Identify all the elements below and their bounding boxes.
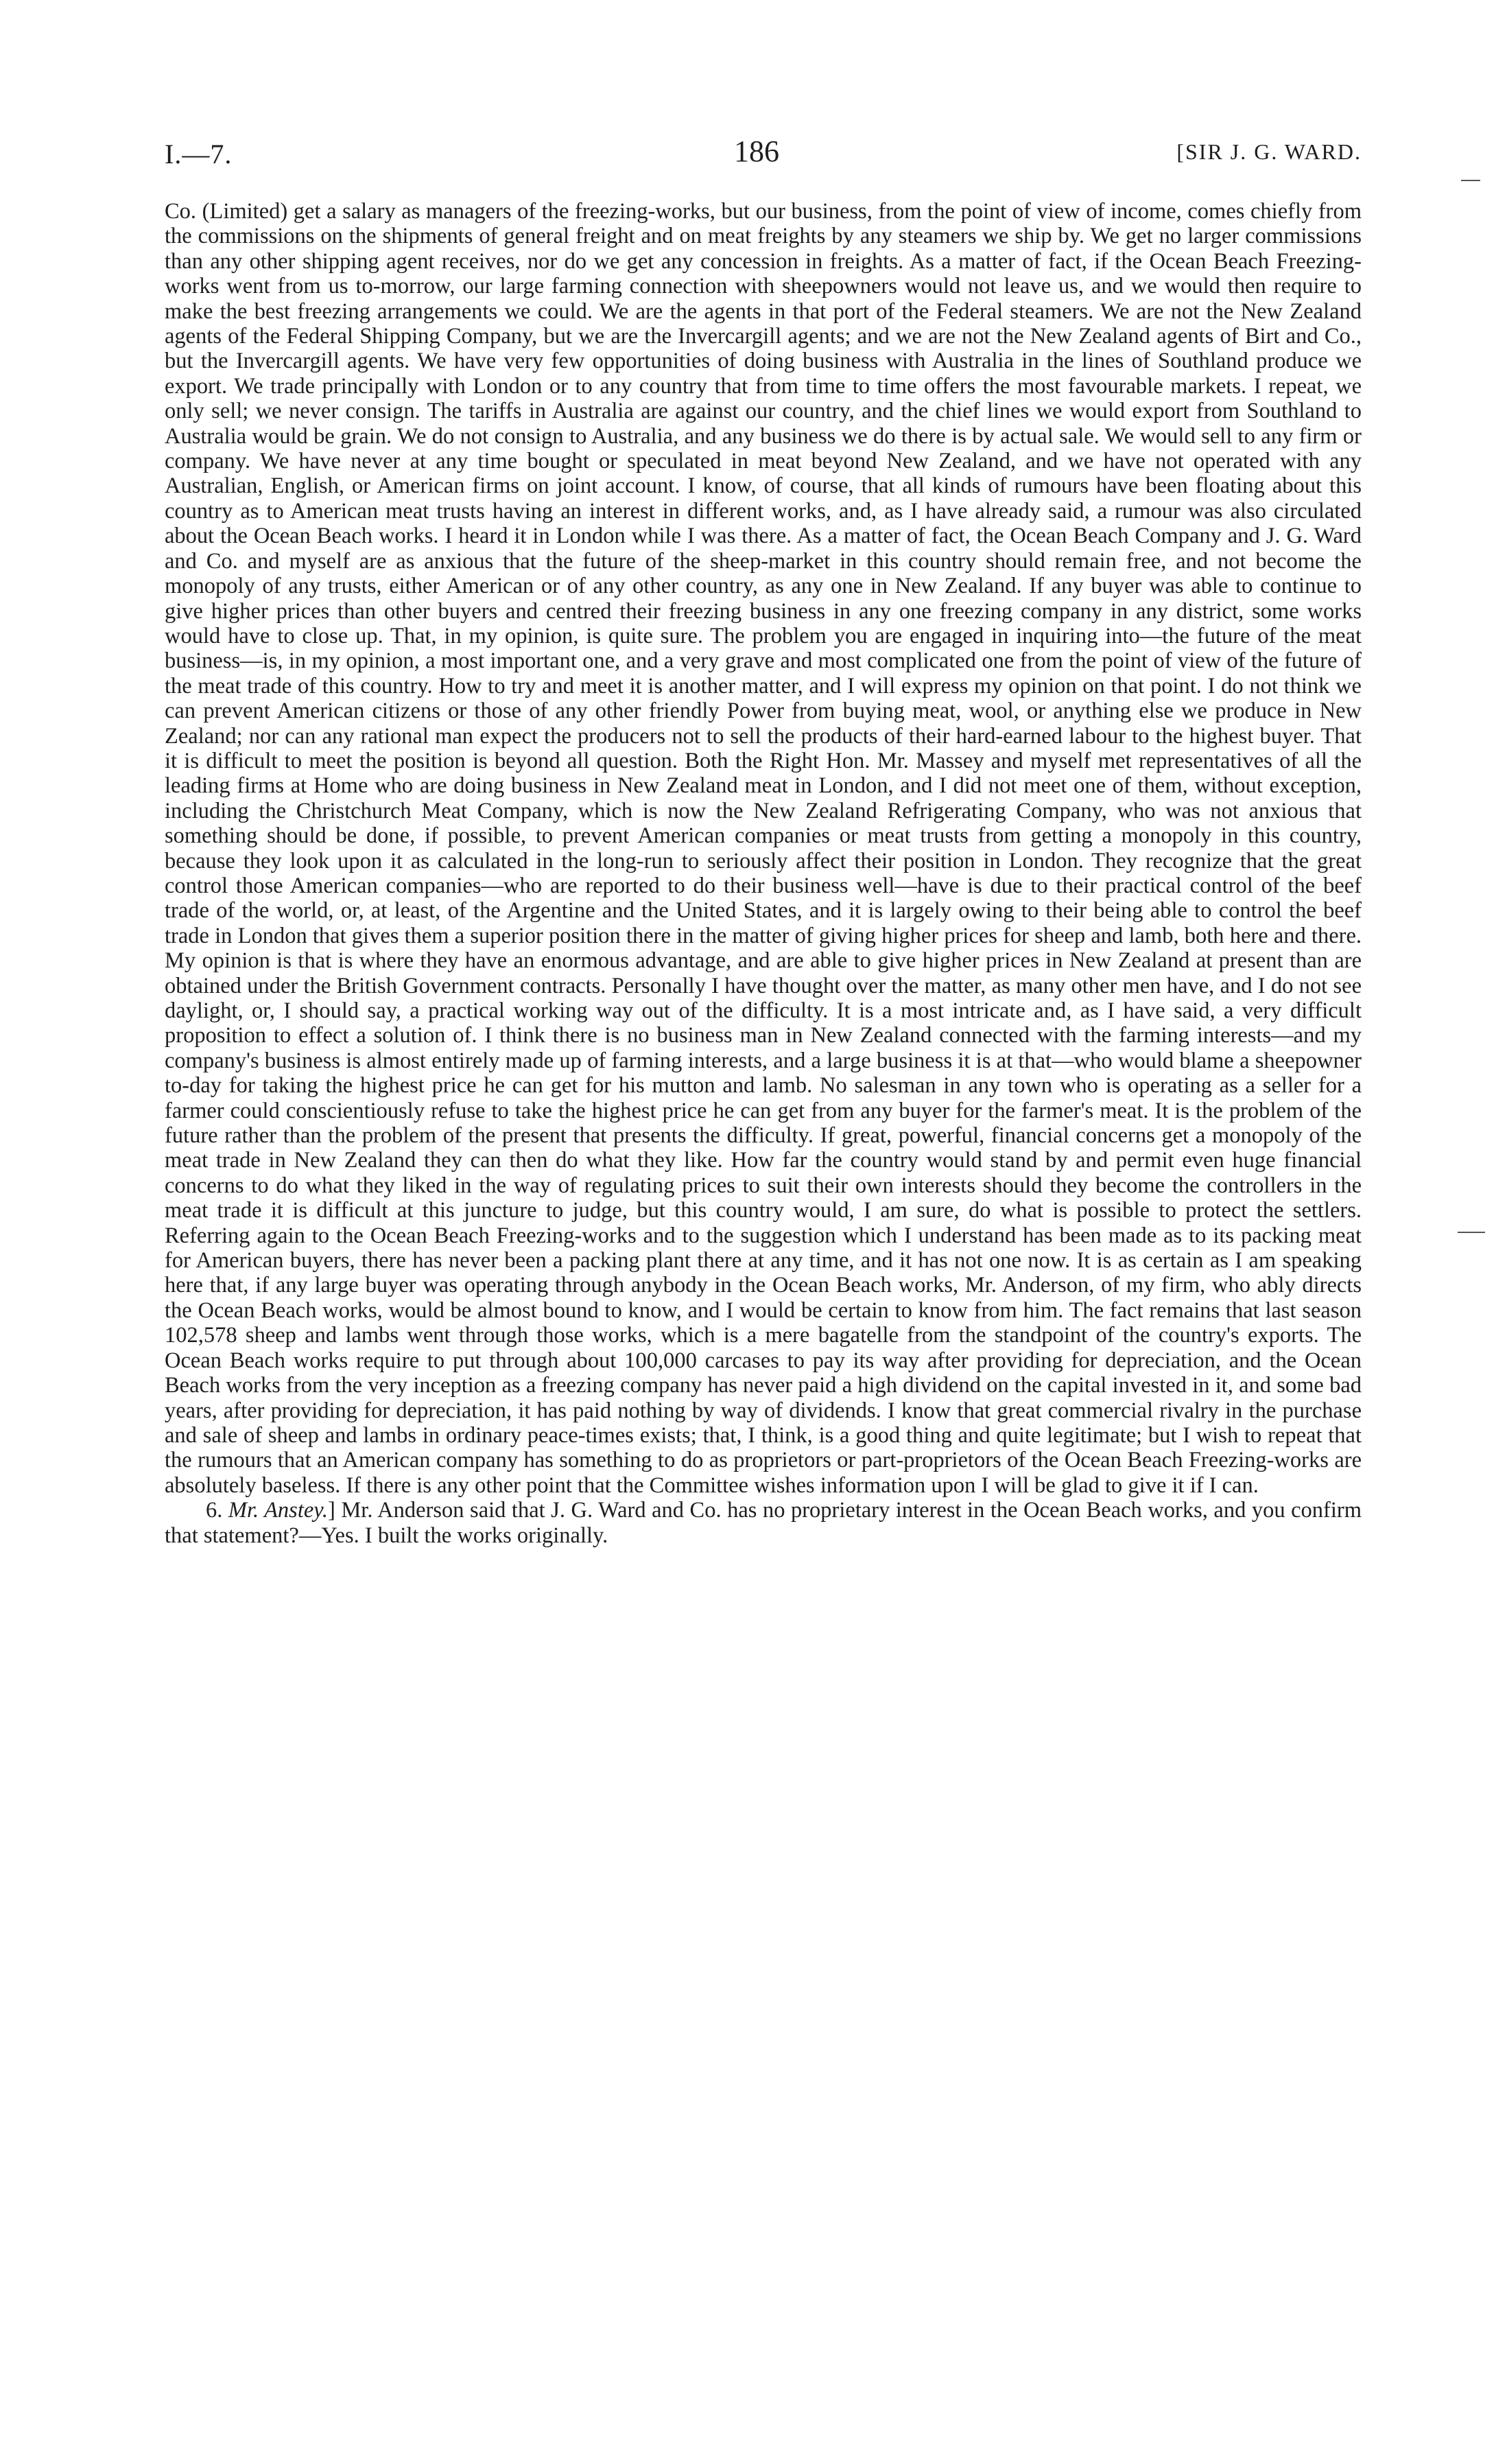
margin-mark-middle bbox=[1458, 1232, 1485, 1233]
page-number: 186 bbox=[734, 134, 779, 168]
report-reference: I.—7. bbox=[165, 139, 233, 169]
body-text bbox=[165, 199, 1362, 1548]
questioner-name: Mr. Anstey. bbox=[228, 1498, 329, 1523]
question-text: ] Mr. Anderson said that J. G. Ward and Co. has no proprietary interest in the Ocean Beach works, and you confirm that statement?—Yes. I built the works originally. bbox=[165, 1498, 1362, 1548]
speaker-reference: [SIR J. G. WARD. bbox=[1176, 139, 1362, 164]
paragraph-question-6 bbox=[165, 1498, 1362, 1548]
page-header bbox=[165, 134, 1362, 175]
margin-mark-top bbox=[1461, 180, 1480, 181]
question-number: 6. bbox=[206, 1498, 223, 1523]
paragraph-statement: Co. (Limited) get a salary as managers of the freezing-works, but our business, from the point of view of income, comes chiefly from the commissions on the shipments of general freight and on meat freights by any steamers we ship by. We get no larger commissions than any other shipping agent receives, nor do we get any concession in freights. As a matter of fact, if the Ocean Beach Freezing-works went from us to-morrow, our large farming connection with sheepowners would not leave us, and we would then require to make the best freezing arrangements we could. We are the agents in that port of the Federal steamers. We are not the New Zealand agents of the Federal Shipping Company, but we are the Invercargill agents; and we are not the New Zealand agents of Birt and Co., but the Invercargill agents. We have very few opportunities of doing business with Australia in the lines of Southland produce we export. We trade principally with London or to any country that from time to time offers the most favourable markets. I repeat, we only sell; we never consign. The tariffs in Australia are against our country, and the chief lines we would export from Southland to Australia would be grain. We do not consign to Australia, and any business we do there is by actual sale. We would sell to any firm or company. We have never at any time bought or speculated in meat beyond New Zealand, and we have not operated with any Australian, English, or American firms on joint account. I know, of course, that all kinds of rumours have been floating about this country as to American meat trusts having an interest in different works, and, as I have already said, a rumour was also circulated about the Ocean Beach works. I heard it in London while I was there. As a matter of fact, the Ocean Beach Company and J. G. Ward and Co. and myself are as anxious that the future of the sheep-market in this country should remain free, and not become the monopoly of any trusts, either American or of any other country, as any one in New Zealand. If any buyer was able to continue to give higher prices than other buyers and centred their freezing business in any one freezing company in any district, some works would have to close up. That, in my opinion, is quite sure. The problem you are engaged in inquiring into—the future of the meat business—is, in my opinion, a most important one, and a very grave and most complicated one from the point of view of the future of the meat trade of this country. How to try and meet it is another matter, and I will express my opinion on that point. I do not think we can prevent American citizens or those of any other friendly Power from buying meat, wool, or anything else we produce in New Zealand; nor can any rational man expect the producers not to sell the products of their hard-earned labour to the highest buyer. That it is difficult to meet the position is beyond all question. Both the Right Hon. Mr. Massey and myself met representatives of all the leading firms at Home who are doing business in New Zealand meat in London, and I did not meet one of them, without exception, including the Christchurch Meat Company, which is now the New Zealand Refrigerating Company, who was not anxious that something should be done, if possible, to prevent American companies or meat trusts from getting a monopoly in this country, because they look upon it as calculated in the long-run to seriously affect their position in London. They recognize that the great control those American companies—who are reported to do their business well—have is due to their practical control of the beef trade of the world, or, at least, of the Argentine and the United States, and it is largely owing to their being able to control the beef trade in London that gives them a superior position there in the matter of giving higher prices for sheep and lamb, both here and there. My opinion is that is where they have an enormous advantage, and are able to give higher prices in New Zealand at present than are obtained under the British Government contracts. Personally I have thought over the matter, as many other men have, and I do not see daylight, or, I should say, a practical working way out of the difficulty. It is a most intricate and, as I have said, a very difficult proposition to effect a solution of. I think there is no business man in New Zealand connected with the farming interests—and my company's business is almost entirely made up of farming interests, and a large business it is at that—who would blame a sheepowner to-day for taking the highest price he can get for his mutton and lamb. No salesman in any town who is operating as a seller for a farmer could conscientiously refuse to take the highest price he can get from any buyer for the farmer's meat. It is the problem of the future rather than the problem of the present that presents the difficulty. If great, powerful, financial concerns get a monopoly of the meat trade in New Zealand they can then do what they like. How far the country would stand by and permit even huge financial concerns to do what they liked in the way of regulating prices to suit their own interests should they become the controllers in the meat trade it is difficult at this juncture to judge, but this country would, I am sure, do what is possible to protect the settlers. Referring again to the Ocean Beach Freezing-works and to the suggestion which I understand has been made as to its packing meat for American buyers, there has never been a packing plant there at any time, and it has not one now. It is as certain as I am speaking here that, if any large buyer was operating through anybody in the Ocean Beach works, Mr. Anderson, of my firm, who ably directs the Ocean Beach works, would be almost bound to know, and I would be certain to know from him. The fact remains that last season 102,578 sheep and lambs went through those works, which is a mere bagatelle from the standpoint of the country's exports. The Ocean Beach works require to put through about 100,000 carcases to pay its way after providing for depreciation, and the Ocean Beach works from the very inception as a freezing company has never paid a high dividend on the capital invested in it, and some bad years, after providing for depreciation, it has paid nothing by way of dividends. I know that great commercial rivalry in the purchase and sale of sheep and lambs in ordinary peace-times exists; that, I think, is a good thing and quite legitimate; but I wish to repeat that the rumours that an American company has something to do as proprietors or part-proprietors of the Ocean Beach Freezing-works are absolutely baseless. If there is any other point that the Committee wishes information upon I will be glad to give it if I can. bbox=[165, 199, 1362, 1498]
